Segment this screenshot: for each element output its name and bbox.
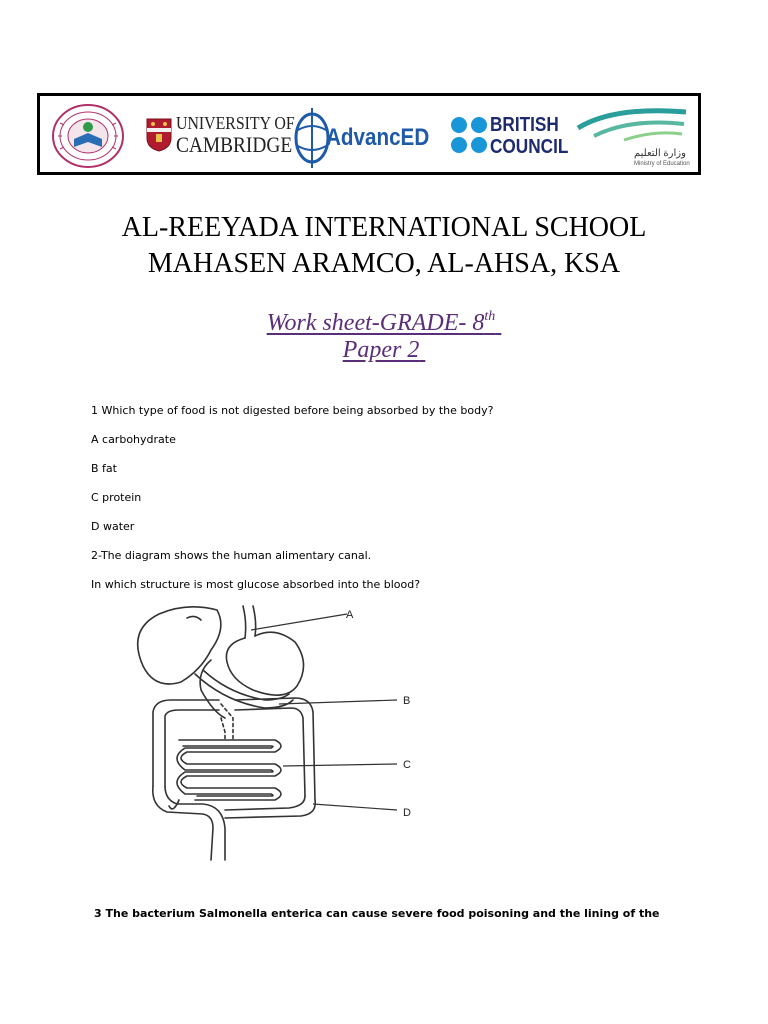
cambridge-shield-icon — [146, 118, 172, 152]
question-1-option-d: D water — [91, 520, 135, 533]
question-1-option-c: C protein — [91, 491, 142, 504]
cambridge-text-line1: UNIVERSITY OF — [176, 113, 295, 133]
large-intestine-outline — [153, 700, 219, 786]
ministry-of-education-logo — [574, 104, 690, 170]
question-2-line2: In which structure is most glucose absorbed into the blood? — [91, 578, 421, 591]
diagram-label-d: D — [403, 807, 411, 819]
question-1-option-b: B fat — [91, 462, 117, 475]
alimentary-canal-diagram — [125, 600, 435, 870]
school-location: MAHASEN ARAMCO, AL-AHSA, KSA — [147, 248, 621, 279]
label-line-a — [251, 614, 347, 630]
worksheet-title-sup: th — [484, 309, 496, 324]
ministry-book-icon — [574, 104, 690, 144]
al-reeyada-seal-logo — [50, 103, 126, 169]
cambridge-logo — [146, 112, 295, 164]
worksheet-title — [0, 303, 768, 337]
british-council-text-line1: BRITISH — [490, 114, 559, 136]
british-council-text-line2: COUNCIL — [490, 136, 569, 158]
paper-title-text: Paper 2 — [342, 337, 420, 363]
british-council-logo — [450, 112, 580, 166]
advanced-text: AdvancED — [326, 124, 430, 151]
liver-outline — [138, 607, 221, 684]
british-council-dots-icon — [450, 116, 490, 160]
question-1-option-a: A carbohydrate — [91, 433, 176, 446]
label-line-d — [313, 804, 397, 810]
diagram-label-a: A — [346, 609, 354, 621]
diagram-label-c: C — [403, 759, 411, 771]
logo-banner — [37, 93, 701, 175]
school-name: AL-REEYADA INTERNATIONAL SCHOOL — [121, 212, 647, 243]
advanced-logo — [292, 100, 442, 174]
ministry-english-text: Ministry of Education — [634, 161, 690, 167]
label-line-c — [283, 764, 397, 766]
stomach-outline — [226, 632, 303, 695]
question-3-text: 3 The bacterium Salmonella enterica can cause severe food poisoning and the lining of the — [94, 907, 660, 920]
question-2-line1: 2-The diagram shows the human alimentary canal. — [91, 549, 372, 562]
cambridge-text-line2: CAMBRIDGE — [176, 132, 293, 157]
worksheet-title-text: Work sheet-GRADE- 8 — [266, 310, 485, 336]
paper-title — [0, 336, 768, 364]
label-line-b — [279, 700, 397, 704]
ministry-arabic-text: وزارة التعليم — [634, 148, 686, 159]
oesophagus-outline — [243, 606, 246, 638]
question-1-text: 1 Which type of food is not digested before being absorbed by the body? — [91, 404, 494, 417]
diagram-label-b: B — [403, 695, 411, 707]
